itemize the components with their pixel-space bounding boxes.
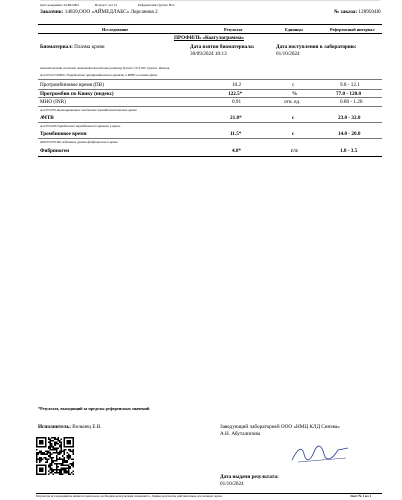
profile-title: ПРОФИЛЬ «Коагулограмма»	[174, 35, 245, 41]
test-result: 10.2	[232, 82, 242, 88]
executor-label: Исполнитель:	[38, 424, 71, 430]
age-line: Возраст: лет 21	[95, 3, 118, 7]
test-name: МНО (INR)	[40, 99, 66, 105]
dob-line	[40, 3, 79, 7]
disclaimer: Результаты исследований не являются диагнозом, необходима консультация специалиста. Данные результаты действительны для лечащего врача.	[36, 494, 223, 498]
order-line	[334, 9, 381, 15]
dob-label: Дата рождения:	[40, 3, 63, 7]
test-ref: 77.0 - 120.0	[336, 91, 362, 97]
asterisk-note: *Результат, выходящий за пределы референсных значений	[38, 406, 150, 411]
signature-icon	[288, 442, 352, 464]
client-label: Заказчик:	[40, 9, 64, 15]
test-ref: 1.8 - 3.5	[340, 148, 358, 154]
section-note-aptt: A12.05.039 Активированное частичное тромбопластиновое время	[40, 108, 137, 112]
analyzer-note: Аналитическая система: Автоматический коагулометр Sysmex CS-5100, Sysmex, Япония	[40, 66, 170, 70]
dob-value: 24/06/2003	[63, 3, 79, 7]
test-units: отн. ед.	[284, 99, 301, 105]
test-name: АЧТВ	[40, 115, 54, 121]
head-line2: А.Н. Абуталипова	[220, 431, 260, 437]
top-edge-strip	[40, 0, 380, 1]
col-header-test: Исследование	[102, 27, 129, 32]
qr-code-icon	[36, 437, 74, 475]
test-units: с	[292, 82, 295, 88]
test-ref: 0.80 - 1.20	[340, 99, 363, 105]
test-ref: 23.0 - 32.0	[338, 115, 361, 121]
test-name: Фибриноген	[40, 148, 70, 154]
taken-value: 30/09/2024 10:13	[190, 51, 227, 57]
biomaterial-label: Биоматериал:	[40, 44, 73, 50]
section-note-tt: A12.05.028 Определение тромбинового времени в крови	[40, 124, 121, 128]
test-name: Протромбиновое время (ПВ)	[40, 82, 104, 88]
biomaterial-value: Плазма крови	[74, 44, 105, 50]
section-note-fib: A09.05.050 Исследование уровня фибриногена в крови	[40, 140, 118, 144]
test-name: Тромбиновое время	[40, 131, 87, 137]
ref-group: Референсная группа: Все	[138, 3, 175, 7]
order-label: № заказа:	[334, 9, 358, 15]
executor-value: Вольнец Е.В.	[72, 424, 102, 430]
test-ref: 9.8 - 12.1	[340, 82, 360, 88]
client-value: 14839,ООО «АЙМЕДЛАБС» Лорсанова 2	[64, 9, 158, 15]
test-result: 122.5*	[228, 91, 243, 97]
order-value: 1289504l0	[358, 9, 381, 15]
taken-label: Дата взятия биоматериала:	[190, 44, 255, 50]
test-result: 21.0*	[230, 115, 242, 121]
executor-line	[38, 424, 102, 430]
col-header-ref: Референсный интервал	[330, 27, 375, 32]
col-header-result: Результат	[224, 27, 243, 32]
page-number: Лист № 1 из 1	[350, 494, 372, 498]
test-result: 11.5*	[230, 131, 242, 137]
client-line	[40, 9, 158, 15]
col-header-units: Единицы	[285, 27, 303, 32]
test-ref: 14.0 - 20.0	[338, 131, 361, 137]
received-label: Дата поступления в лабораторию:	[276, 44, 357, 50]
issue-value: 01/10/2024	[220, 481, 244, 487]
received-value: 01/10/2024	[276, 51, 300, 57]
test-units: %	[292, 91, 298, 97]
biomaterial-line	[40, 44, 105, 50]
test-result: 4.8*	[232, 148, 242, 154]
section-note-pt: A12.05.027.008.01 Определение протромбинового времени и МНО в плазме крови	[40, 73, 158, 77]
test-result: 0.91	[232, 99, 242, 105]
test-units: с	[292, 115, 295, 121]
test-name: Протромбин по Квику (индекс)	[40, 91, 114, 97]
test-units: г/л	[291, 148, 298, 154]
head-line1: Заведующий лабораторией ООО «НМЦ КЛД Синэва»	[220, 424, 340, 430]
issue-label: Дата выдачи результата:	[220, 474, 279, 480]
test-units: с	[292, 131, 295, 137]
